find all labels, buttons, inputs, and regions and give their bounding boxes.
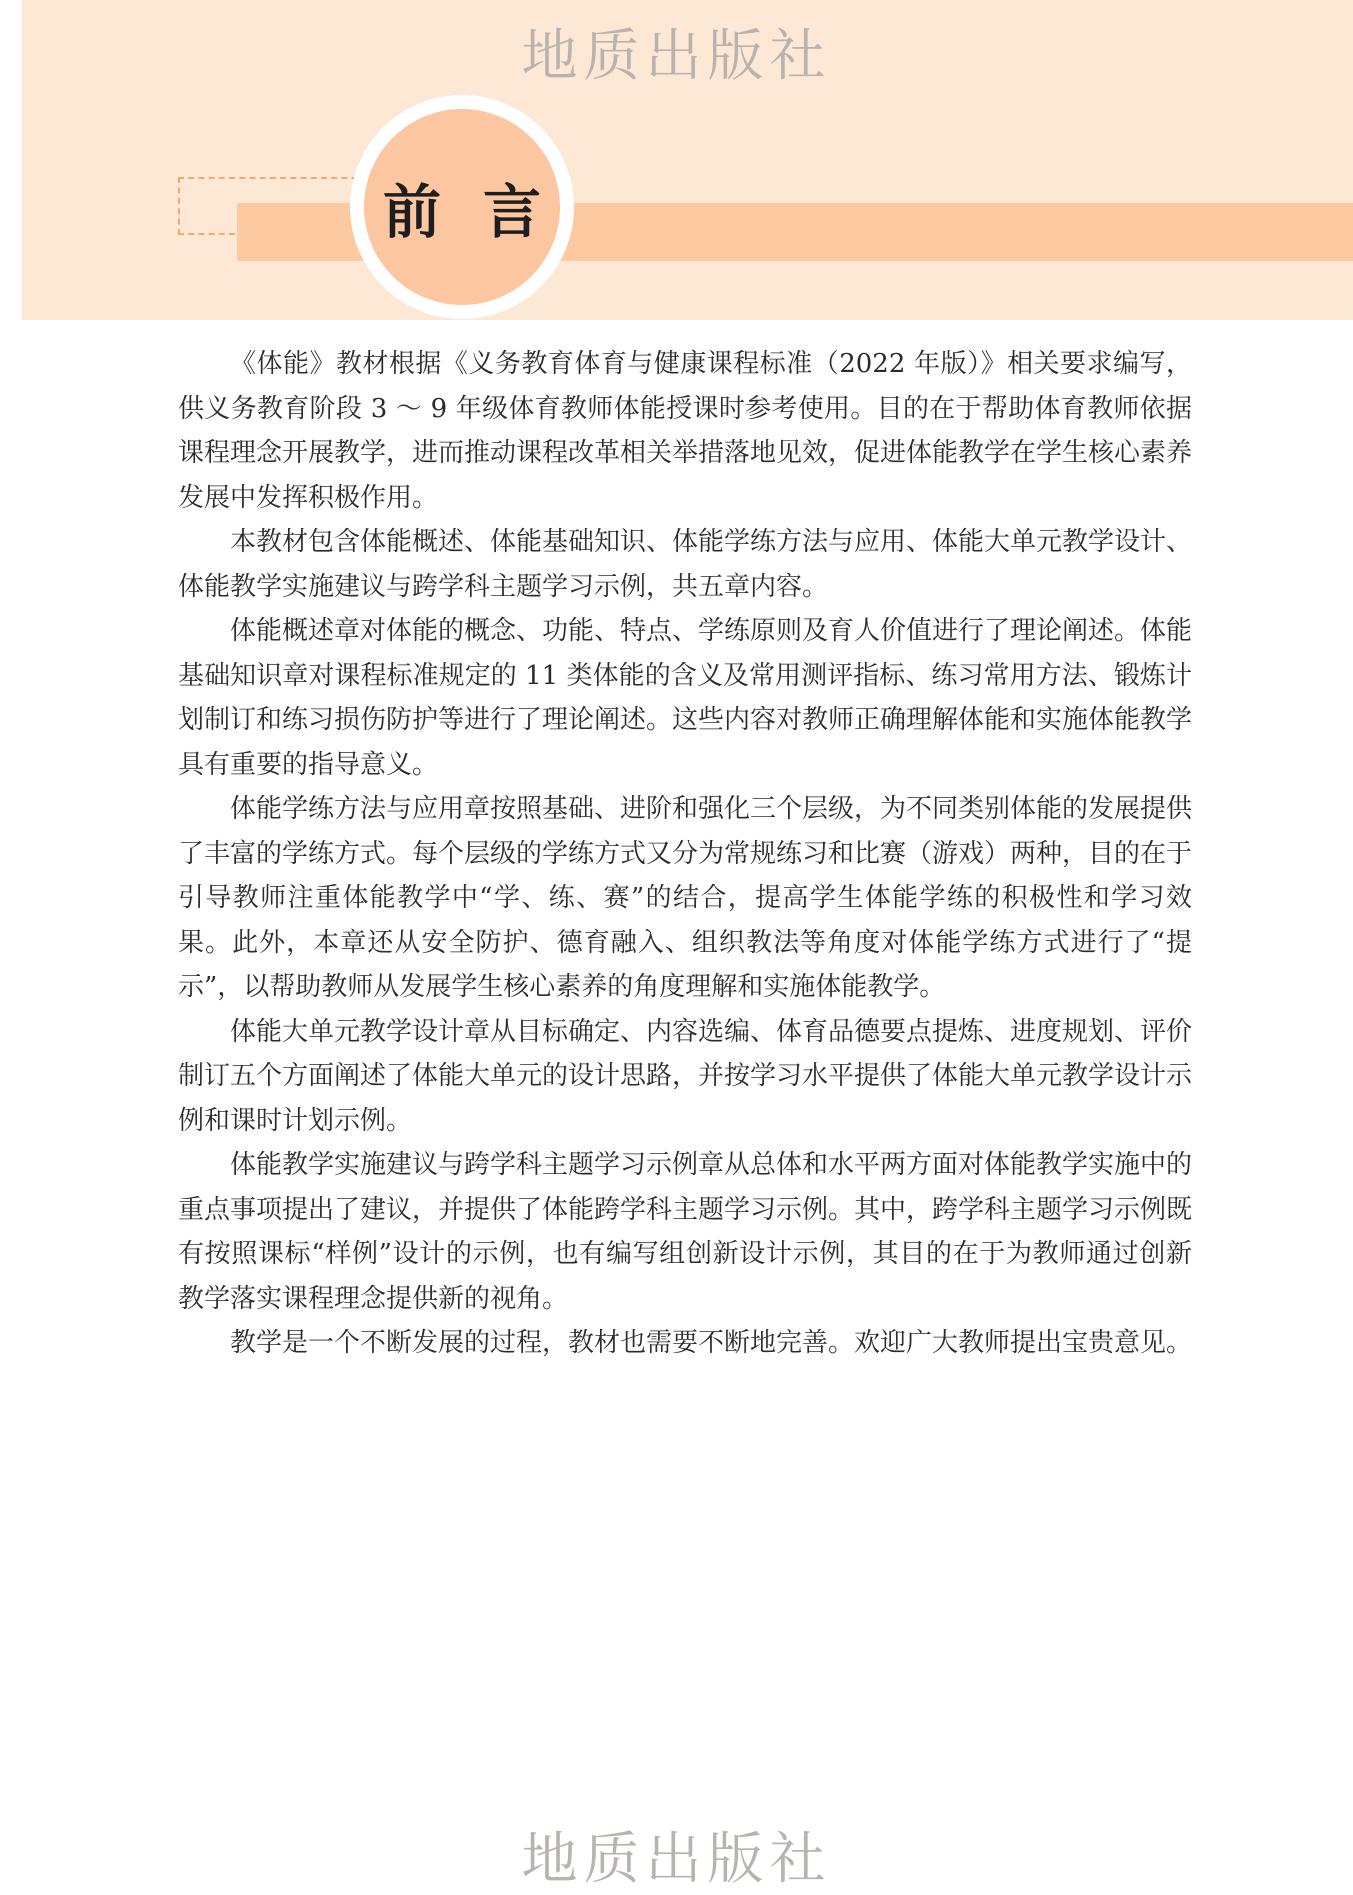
paragraph: 体能概述章对体能的概念、功能、特点、学练原则及育人价值进行了理论阐述。体能基础知识章对课程标准规定的 11 类体能的含义及常用测评指标、练习常用方法、锻炼计划制订和练习损伤防护等进行了理论阐述。这些内容对教师正确理解体能和实施体能教学具有重要的指导意义。 bbox=[178, 616, 1193, 780]
paragraph: 《体能》教材根据《义务教育体育与健康课程标准（2022 年版）》相关要求编写，供义务教育阶段 3 ～ 9 年级体育教师体能授课时参考使用。目的在于帮助体育教师依据课程理念开展教学，进而推动课程改革相关举措落地见效，促进体能教学在学生核心素养发展中发挥积极作用。 bbox=[178, 349, 1193, 513]
paragraph: 体能教学实施建议与跨学科主题学习示例章从总体和水平两方面对体能教学实施中的重点事项提出了建议，并提供了体能跨学科主题学习示例。其中，跨学科主题学习示例既有按照课标“样例”设计的示例，也有编写组创新设计示例，其目的在于为教师通过创新教学落实课程理念提供新的视角。 bbox=[178, 1150, 1193, 1314]
page-title: 前言 bbox=[382, 178, 583, 246]
paragraph: 体能学练方法与应用章按照基础、进阶和强化三个层级，为不同类别体能的发展提供了丰富的学练方式。每个层级的学练方式又分为常规练习和比赛（游戏）两种，目的在于引导教师注重体能教学中“学、练、赛”的结合，提高学生体能学练的积极性和学习效果。此外，本章还从安全防护、德育融入、组织教法等角度对体能学练方式进行了“提示”，以帮助教师从发展学生核心素养的角度理解和实施体能教学。 bbox=[178, 794, 1193, 1002]
paragraph: 体能大单元教学设计章从目标确定、内容选编、体育品德要点提炼、进度规划、评价制订五个方面阐述了体能大单元的设计思路，并按学习水平提供了体能大单元教学设计示例和课时计划示例。 bbox=[178, 1016, 1193, 1136]
paragraph: 本教材包含体能概述、体能基础知识、体能学练方法与应用、体能大单元教学设计、体能教学实施建议与跨学科主题学习示例，共五章内容。 bbox=[178, 527, 1193, 602]
publisher-watermark-bottom: 地质出版社 bbox=[521, 1827, 832, 1892]
title-circle bbox=[364, 109, 583, 305]
publisher-watermark-top: 地质出版社 bbox=[521, 24, 832, 89]
paragraph: 教学是一个不断发展的过程，教材也需要不断地完善。欢迎广大教师提出宝贵意见。 bbox=[230, 1328, 1193, 1358]
preface-body bbox=[178, 342, 1192, 1366]
